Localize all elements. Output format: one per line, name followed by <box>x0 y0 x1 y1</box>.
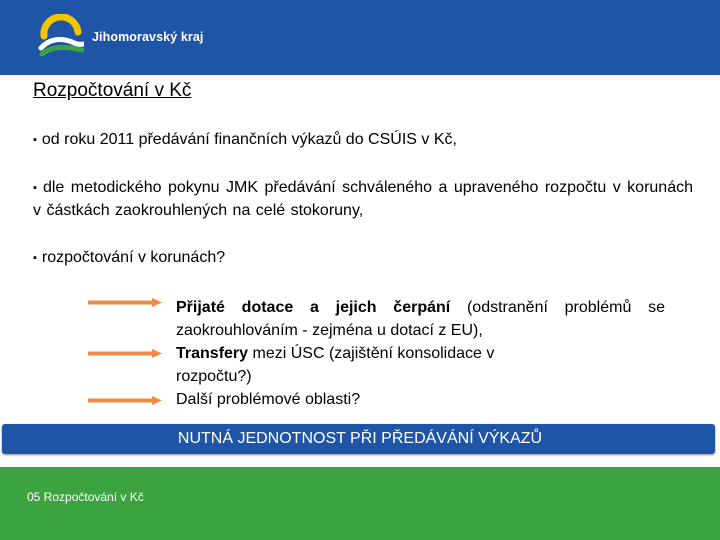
sub-item <box>176 296 665 342</box>
sub-list <box>176 296 665 411</box>
sub-item <box>176 388 665 411</box>
bullet-text: rozpočtování v korunách? <box>41 249 226 266</box>
sub-item-bold: Přijaté dotace a jejich čerpání <box>176 299 451 316</box>
sub-item-text: mezi ÚSC (zajištění konsolidace v rozpočtu?) <box>176 345 495 385</box>
bullet-item <box>33 247 225 270</box>
bullet-text: dle metodického pokynu JMK předávání schváleného a upraveného rozpočtu v korunách v částkách zaokrouhlených na celé stokoruny, <box>33 179 693 219</box>
sub-item-text: (odstranění problémů se zaokrouhlováním - zejména u dotací z EU), <box>176 299 666 339</box>
bullet-item <box>33 129 457 152</box>
sub-item-text: Další problémové oblasti? <box>176 391 361 408</box>
square-bullet-icon: ▪ <box>33 182 38 194</box>
banner-text: NUTNÁ JEDNOTNOST PŘI PŘEDÁVÁNÍ VÝKAZŮ <box>177 430 543 447</box>
square-bullet-icon: ▪ <box>33 252 37 264</box>
logo-text: Jihomoravský kraj <box>92 30 204 44</box>
orange-arrow-icon <box>88 298 162 307</box>
sub-item-bold: Transfery <box>176 345 249 362</box>
orange-arrow-icon <box>88 396 162 405</box>
square-bullet-icon: ▪ <box>33 134 37 146</box>
jihomoravsky-kraj-logo-icon <box>38 14 84 56</box>
sub-item <box>176 342 665 388</box>
footer-text: 05 Rozpočtování v Kč <box>27 490 144 504</box>
slide-title: Rozpočtování v Kč <box>33 80 192 101</box>
bullet-item <box>33 177 693 222</box>
bullet-text: od roku 2011 předávání finančních výkazů do CSÚIS v Kč, <box>41 131 457 148</box>
orange-arrow-icon <box>88 349 162 358</box>
